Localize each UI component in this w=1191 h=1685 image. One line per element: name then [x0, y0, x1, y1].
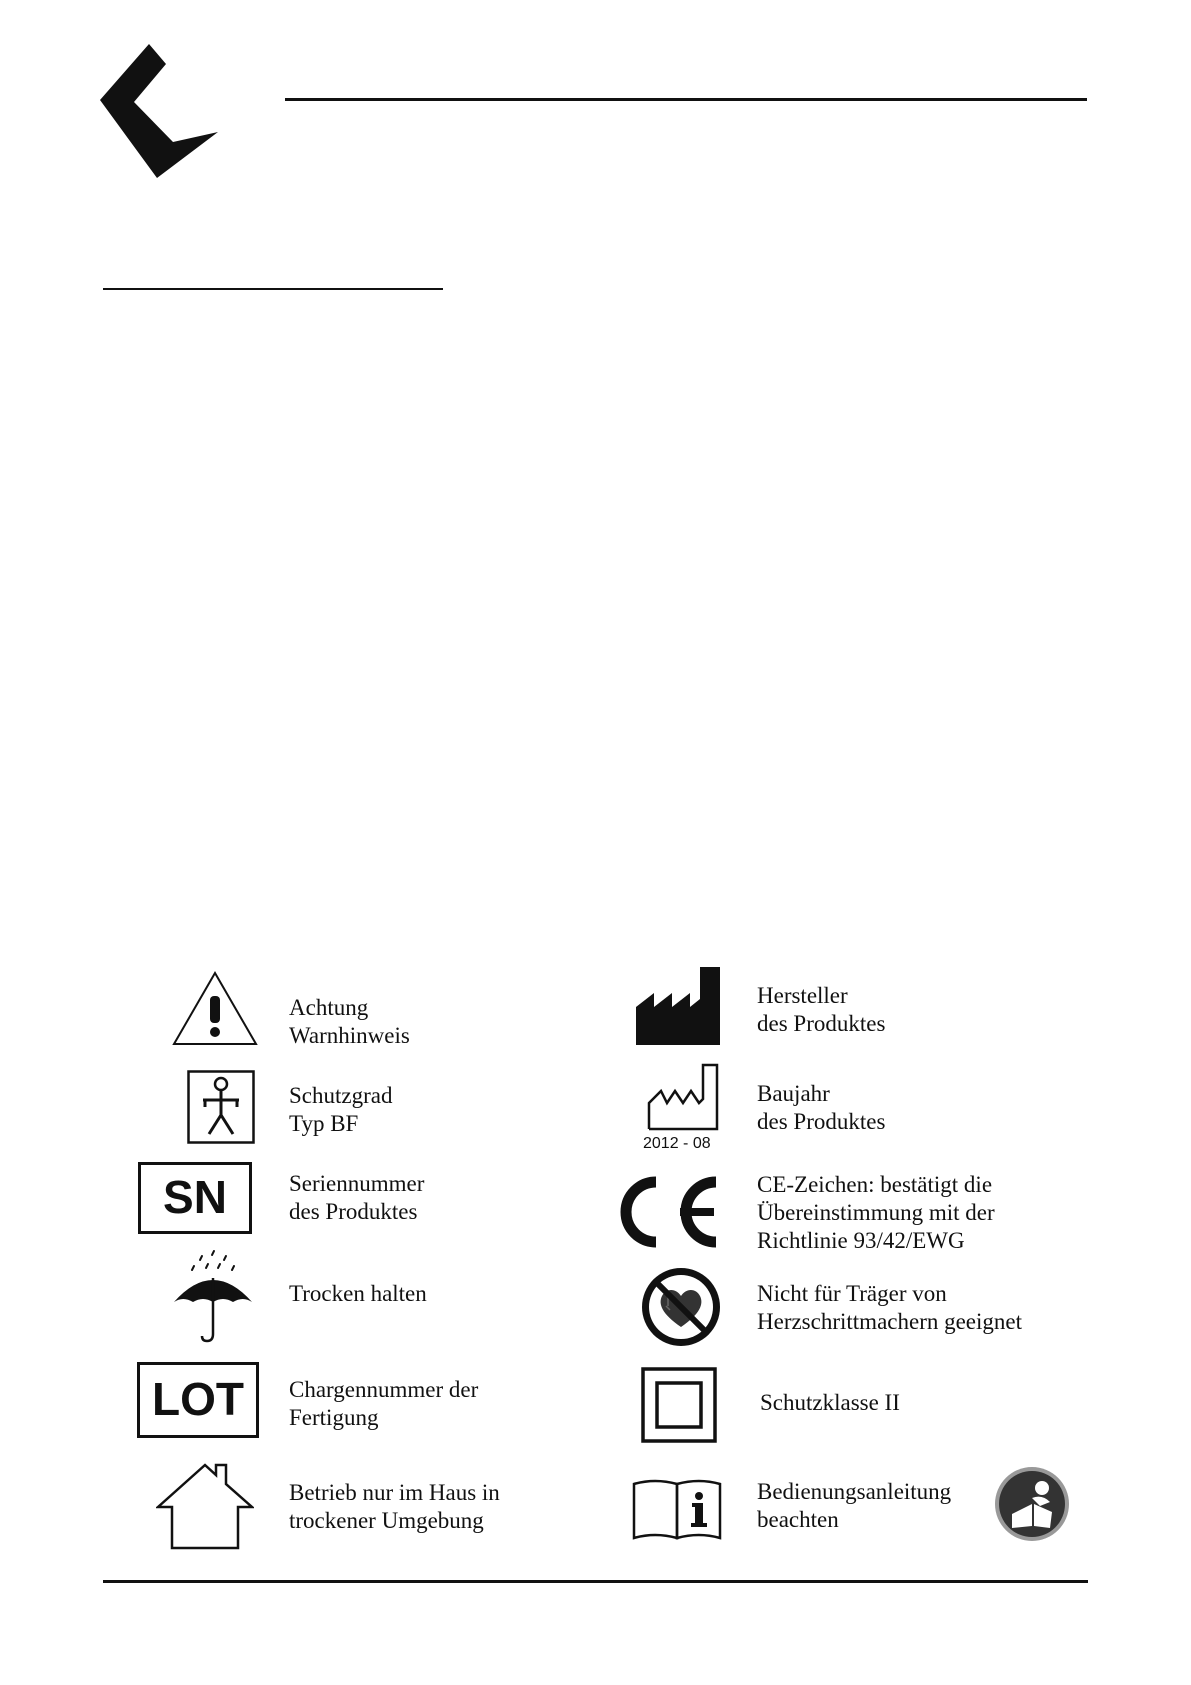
instruction-manual-icon: [632, 1478, 722, 1540]
protection-class-ii-icon: [641, 1367, 717, 1443]
ce-mark-icon: [598, 1176, 722, 1248]
read-manual-icon: [994, 1466, 1070, 1542]
header-rule: [285, 98, 1087, 101]
factory-icon: [636, 967, 720, 1045]
dry-label: Trocken halten: [289, 1281, 427, 1306]
warning-label: Achtung Warnhinweis: [289, 995, 410, 1048]
house-icon: [156, 1462, 254, 1550]
serial-number-icon: SN: [138, 1162, 252, 1234]
section-rule: [103, 288, 443, 290]
brand-logo-icon: [100, 44, 224, 178]
manufacture-date-icon: [647, 1063, 719, 1131]
manual-label: Bedienungsanleitung beachten: [757, 1479, 952, 1532]
lot-label: Chargennummer der Fertigung: [289, 1377, 479, 1430]
ce-label: CE-Zeichen: bestätigt die Übereinstimmung mit der Richtlinie 93/42/EWG: [757, 1172, 995, 1253]
pacemaker-label: Nicht für Träger von Herzschrittmachern geeignet: [757, 1281, 1023, 1334]
indoor-label: Betrieb nur im Haus in trockener Umgebung: [289, 1480, 500, 1533]
manufacture-date-text: 2012 - 08: [643, 1135, 711, 1152]
bf-type-person-icon: [187, 1070, 255, 1144]
manufacturer-label: Hersteller des Produktes: [757, 983, 886, 1036]
lot-batch-icon: LOT: [137, 1362, 259, 1438]
warning-triangle-icon: [171, 970, 259, 1047]
no-pacemaker-icon: [640, 1266, 722, 1348]
serial-number-label: Seriennummer des Produktes: [289, 1171, 425, 1224]
manufacture-year-label: Baujahr des Produktes: [757, 1081, 886, 1134]
umbrella-rain-icon: [172, 1248, 254, 1344]
bf-label: Schutzgrad Typ BF: [289, 1083, 393, 1136]
protection-class-label: Schutzklasse II: [760, 1390, 900, 1415]
footer-rule: [103, 1580, 1088, 1583]
